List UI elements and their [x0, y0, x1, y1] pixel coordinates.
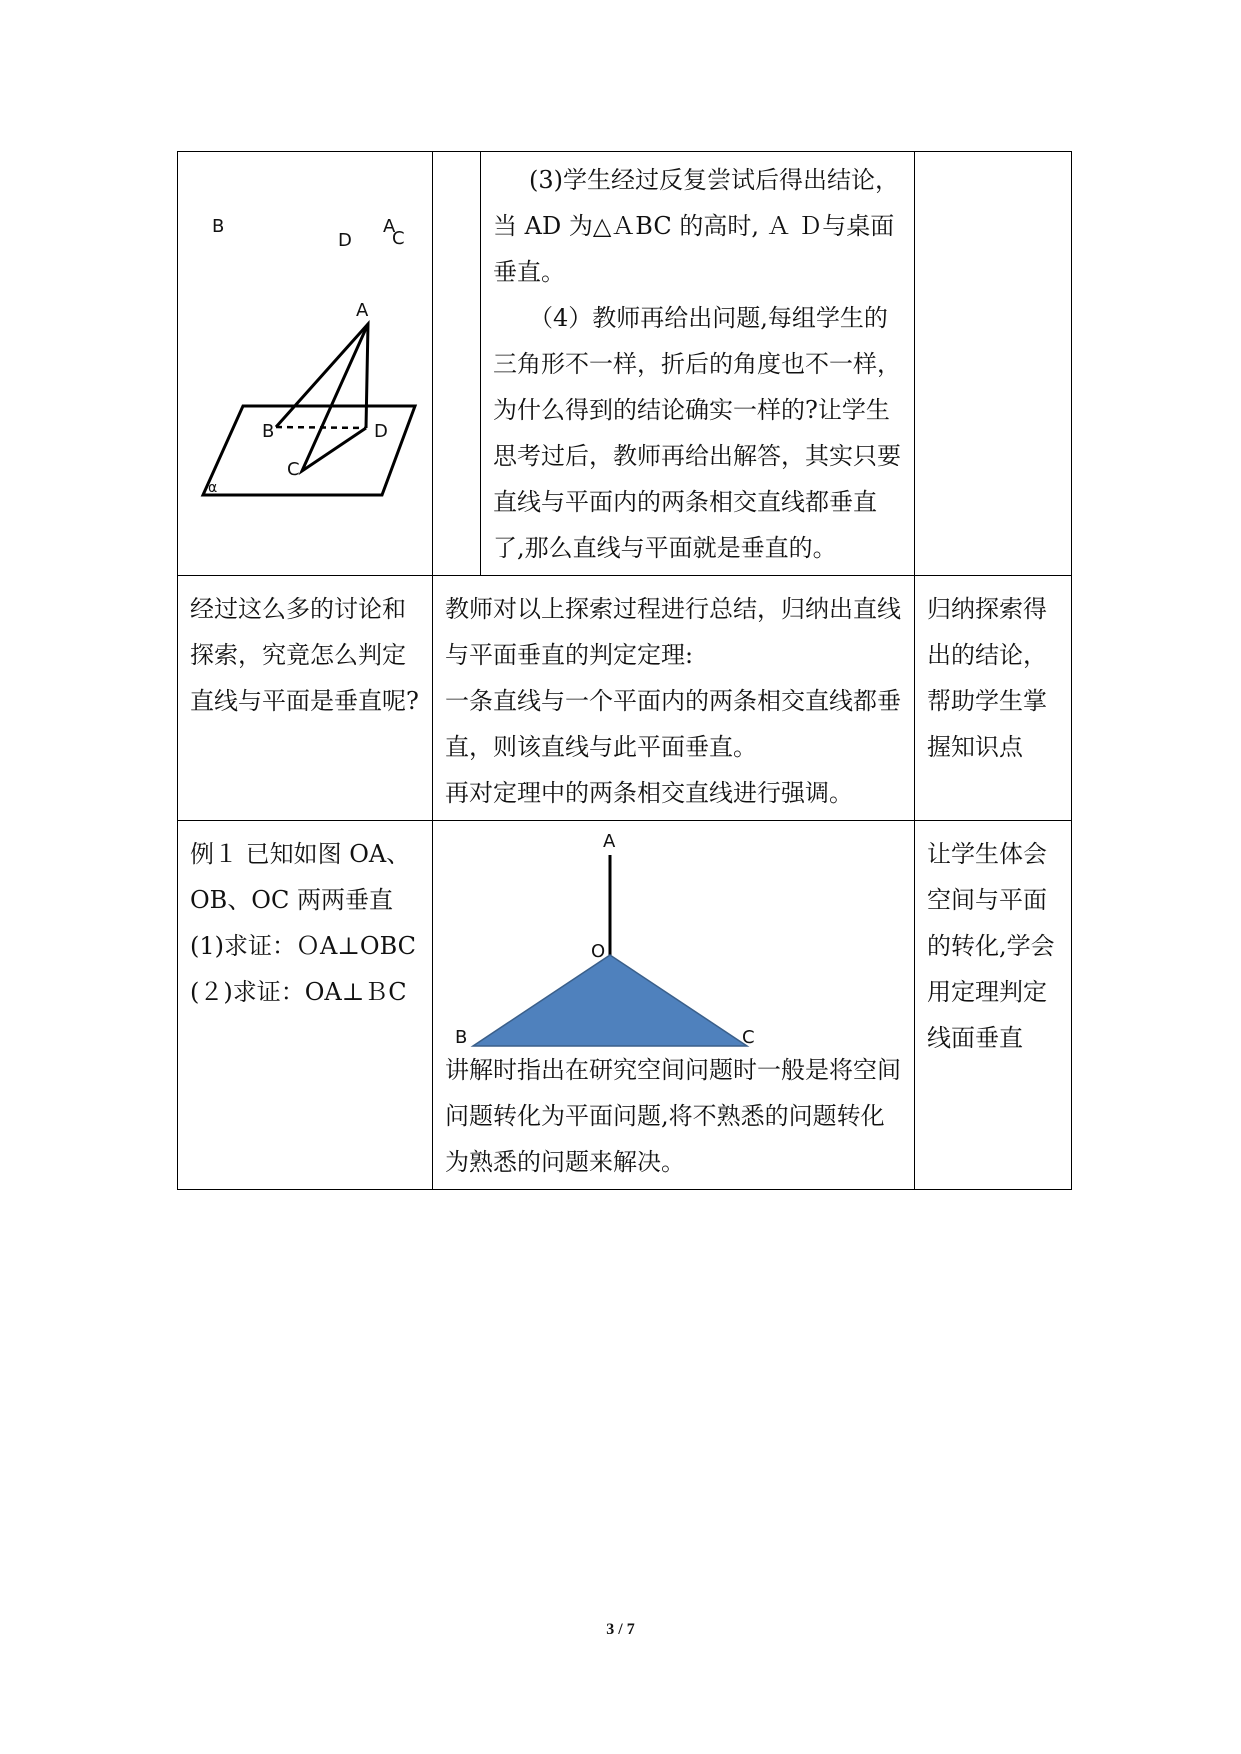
figure-label-alpha: α [208, 480, 218, 496]
figure-cell-fold [178, 152, 433, 576]
question-cell [178, 576, 433, 821]
figure-label-a: A [356, 300, 369, 321]
purpose-cell [915, 821, 1072, 1190]
triangle-obc [473, 955, 747, 1046]
figure-label-c: C [287, 459, 300, 480]
figure-label-top-d: D [338, 230, 352, 251]
example-cell [178, 821, 433, 1190]
paragraph-conclusion: (3)学生经过反复尝试后得出结论，当 AD 为△ＡBC 的高时, Ａ Ｄ与桌面垂直。 [493, 166, 899, 286]
question-text: 经过这么多的讨论和探索，究竟怎么判定直线与平面是垂直呢? [190, 595, 419, 715]
table-row [178, 821, 1072, 1190]
segment-bd-dashed [276, 427, 366, 428]
figure-label-top-c: C [392, 228, 405, 249]
figure-label-b: B [455, 1027, 468, 1047]
perpendicular-figure [433, 821, 913, 1047]
solution-cell [433, 821, 915, 1190]
fold-triangle-figure [178, 152, 431, 564]
figure-label-o: O [591, 941, 606, 962]
table-row [178, 152, 1072, 576]
emphasis-line: 再对定理中的两条相交直线进行强调。 [445, 779, 853, 807]
lesson-table [177, 151, 1072, 1190]
figure-label-top-b: B [212, 216, 225, 237]
purpose-text: 让学生体会空间与平面的转化,学会用定理判定线面垂直 [927, 840, 1055, 1052]
summary-cell [433, 576, 915, 821]
figure-label-b: B [262, 421, 275, 442]
figure-label-top-a: A [383, 216, 396, 237]
example-part-1: (1)求证：ＯA⊥OBC [190, 932, 417, 960]
page-number: 3 / 7 [606, 1621, 635, 1638]
example-part-2: (２)求证：OA⊥ＢC [190, 978, 407, 1006]
purpose-cell [915, 576, 1072, 821]
figure-label-c: C [742, 1027, 755, 1047]
theorem-line: 一条直线与一个平面内的两条相交直线都垂直，则该直线与此平面垂直。 [445, 687, 901, 761]
figure-label-a: A [603, 831, 616, 852]
empty-cell [433, 152, 481, 576]
table-row [178, 576, 1072, 821]
figure-label-d: D [374, 421, 388, 442]
explanation-text: 讲解时指出在研究空间问题时一般是将空间问题转化为平面问题,将不熟悉的问题转化为熟悉的问题来解决。 [445, 1056, 901, 1176]
triangle-fold-abd [276, 324, 368, 428]
activity-cell [481, 152, 915, 576]
empty-cell [915, 152, 1072, 576]
example-statement: 例１ 已知如图 OA、OB、OC 两两垂直 [190, 840, 411, 914]
purpose-text: 归纳探索得出的结论，帮助学生掌握知识点 [927, 595, 1047, 761]
triangle-fold-acd [302, 324, 368, 471]
plane-alpha [203, 406, 415, 495]
summary-line: 教师对以上探索过程进行总结，归纳出直线与平面垂直的判定定理: [445, 595, 901, 669]
paragraph-question: （4）教师再给出问题,每组学生的三角形不一样，折后的角度也不一样，为什么得到的结论确实一样的?让学生思考过后，教师再给出解答，其实只要直线与平面内的两条相交直线都垂直了,那么直线与平面就是垂直的。 [493, 304, 901, 562]
